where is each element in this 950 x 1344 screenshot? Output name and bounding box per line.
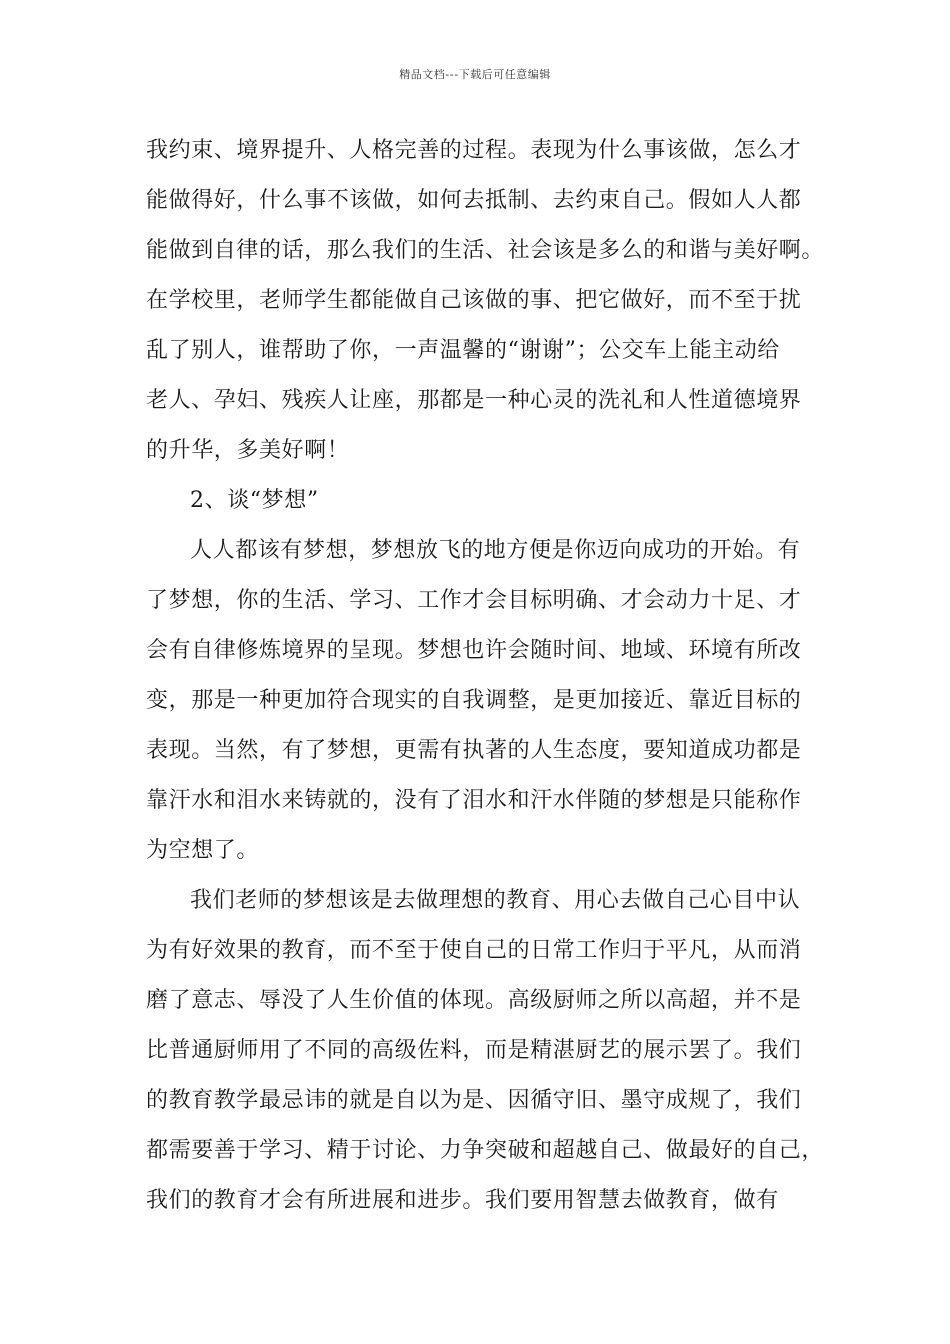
- paragraph-self-discipline: [146, 126, 825, 476]
- text-line: 表现。当然，有了梦想，更需有执著的人生态度，要知道成功都是: [146, 738, 802, 763]
- text-line: 在学校里，老师学生都能做自己该做的事、把它做好，而不至于扰: [146, 288, 802, 313]
- text-line: 我约束、境界提升、人格完善的过程。表现为什么事该做，怎么才: [146, 138, 802, 163]
- document-body: [146, 126, 825, 1226]
- text-line: 变，那是一种更加符合现实的自我调整，是更加接近、靠近目标的: [146, 688, 802, 713]
- text-line: 能做到自律的话，那么我们的生活、社会该是多么的和谐与美好啊。: [146, 238, 825, 263]
- text-line: 为有好效果的教育，而不至于使自己的日常工作归于平凡，从而消: [146, 938, 802, 963]
- text-line: 老人、孕妇、残疾人让座，那都是一种心灵的洗礼和人性道德境界: [146, 388, 802, 413]
- text-line: 会有自律修炼境界的呈现。梦想也许会随时间、地域、环境有所改: [146, 638, 802, 663]
- section-heading: 2、谈“梦想”: [190, 488, 319, 513]
- text-line: 为空想了。: [146, 838, 260, 863]
- text-line: 比普通厨师用了不同的高级佐料，而是精湛厨艺的展示罢了。我们: [146, 1038, 802, 1063]
- text-line: 都需要善于学习、精于讨论、力争突破和超越自己、做最好的自己，: [146, 1138, 825, 1163]
- page-header: 精品文档---下载后可任意编辑: [399, 68, 551, 81]
- text-line: 我们的教育才会有所进展和进步。我们要用智慧去做教育，做有: [146, 1188, 779, 1213]
- paragraph-teacher-dream: [146, 876, 825, 1226]
- text-line: 的教育教学最忌讳的就是自以为是、因循守旧、墨守成规了，我们: [146, 1088, 802, 1113]
- text-line: 能做得好，什么事不该做，如何去抵制、去约束自己。假如人人都: [146, 188, 802, 213]
- text-line: 磨了意志、辱没了人生价值的体现。高级厨师之所以高超，并不是: [146, 988, 802, 1013]
- paragraph-dream: [146, 526, 811, 876]
- text-line: 的升华，多美好啊！: [146, 438, 350, 463]
- text-line: 乱了别人，谁帮助了你，一声温馨的“谢谢”；公交车上能主动给: [146, 338, 780, 363]
- text-line: 我们老师的梦想该是去做理想的教育、用心去做自己心目中认: [190, 888, 801, 913]
- text-line: 靠汗水和泪水来铸就的，没有了泪水和汗水伴随的梦想是只能称作: [146, 788, 802, 813]
- text-line: 人人都该有梦想，梦想放飞的地方便是你迈向成功的开始。有: [190, 538, 801, 563]
- text-line: 了梦想，你的生活、学习、工作才会目标明确、才会动力十足、才: [146, 588, 802, 613]
